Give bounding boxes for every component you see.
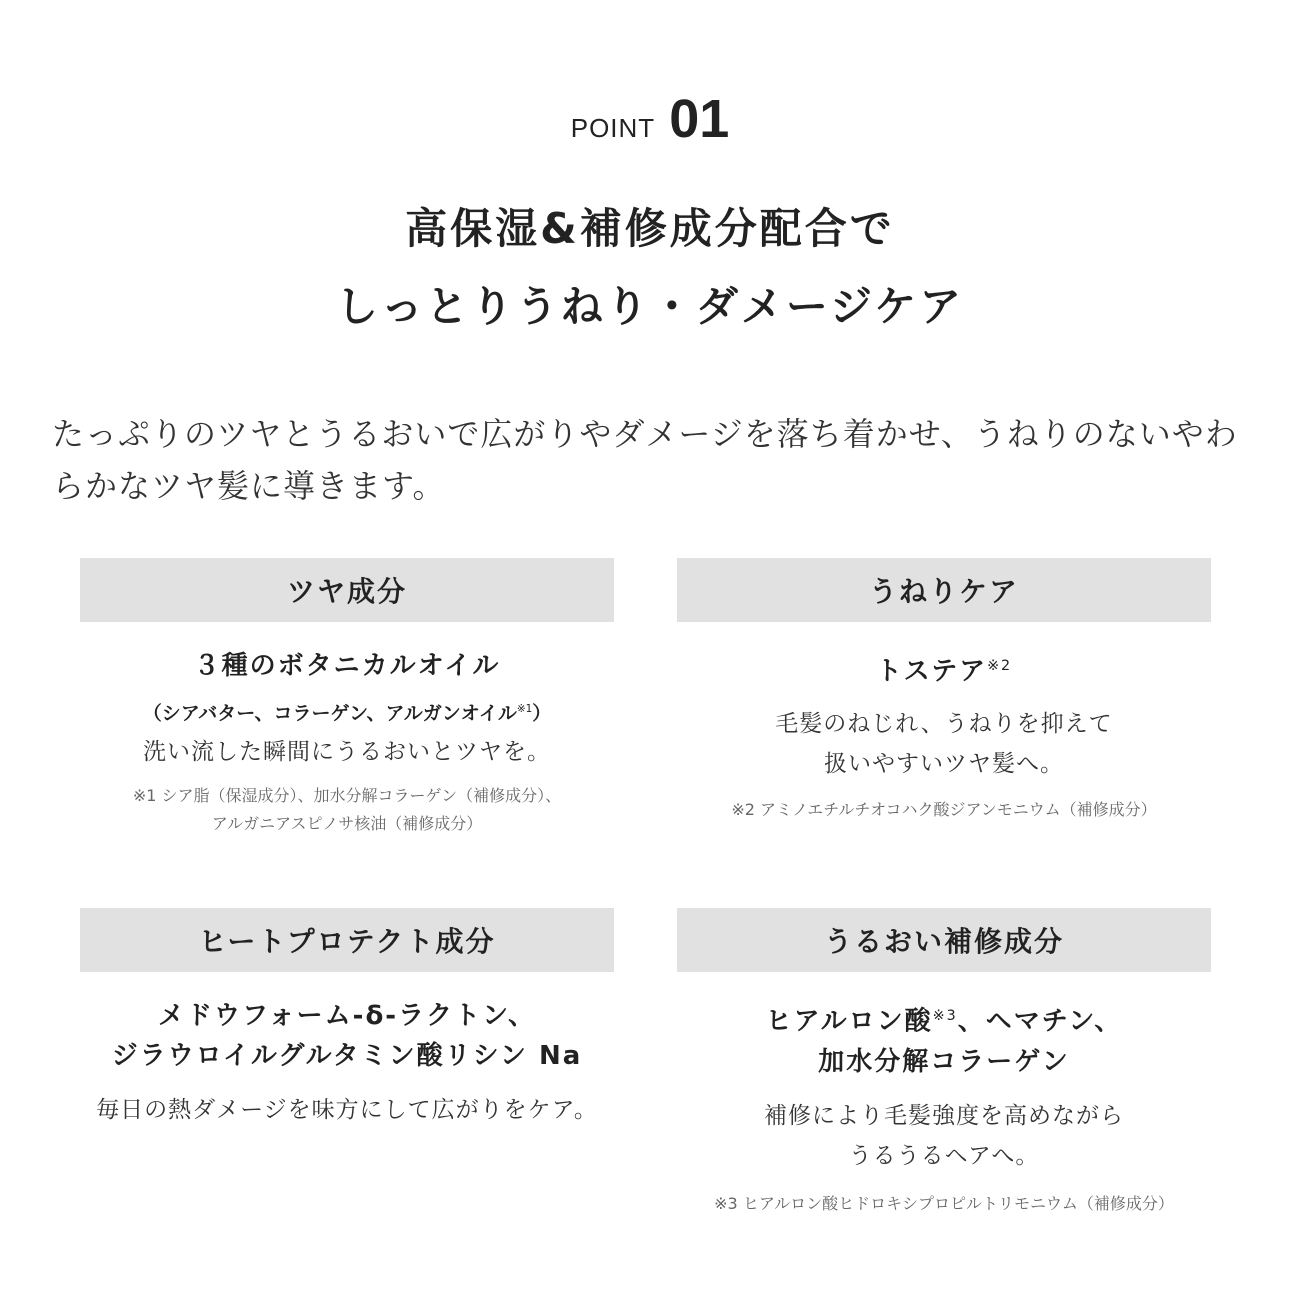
card-description-line1: 毛髪のねじれ、うねりを抑えて xyxy=(775,710,1113,737)
card-footnote-line1: ※1 シア脂（保湿成分）、加水分解コラーゲン（補修成分）、 xyxy=(132,786,562,806)
point-text: POINT xyxy=(570,113,656,143)
card-footnote: ※3 ヒアルロン酸ヒドロキシプロピルトリモニウム（補修成分） xyxy=(714,1193,1174,1213)
card-title-line1: メドウフォーム-δ-ラクトン、 xyxy=(157,1001,537,1031)
feature-card-moisture xyxy=(677,908,1211,1218)
card-heading: うるおい補修成分 xyxy=(677,908,1211,972)
footnote-mark: ※3 xyxy=(932,1008,958,1024)
feature-card-frizz xyxy=(677,558,1211,824)
headline xyxy=(0,190,1300,346)
footnote-mark: ※1 xyxy=(516,703,533,715)
headline-line2: しっとりうねり・ダメージケア xyxy=(335,282,965,331)
point-number: 01 xyxy=(669,89,730,149)
intro-text: たっぷりのツヤとうるおいで広がりやダメージを落ち着かせ、うねりのないやわらかなツヤ髪に導きます。 xyxy=(52,415,1238,505)
card-description-line2: うるうるヘアへ。 xyxy=(848,1142,1040,1169)
footnote-mark: ※2 xyxy=(987,658,1013,674)
card-heading: ヒートプロテクト成分 xyxy=(80,908,614,972)
feature-card-shine xyxy=(80,558,614,838)
card-description-line2: 扱いやすいツヤ髪へ。 xyxy=(824,750,1064,777)
card-description-line1: 補修により毛髪強度を高めながら xyxy=(764,1102,1124,1129)
feature-card-heat xyxy=(80,908,614,1130)
card-description: 毎日の熱ダメージを味方にして広がりをケア。 xyxy=(96,1097,598,1123)
card-subtitle: （シアバター、コラーゲン、アルガンオイル$^{※1}$） xyxy=(142,702,552,725)
headline-line1: 高保湿&補修成分配合で xyxy=(405,204,895,253)
point-label xyxy=(0,88,1300,148)
card-title-line2: 加水分解コラーゲン xyxy=(818,1046,1070,1077)
card-footnote-line2: アルガニアスピノサ核油（補修成分） xyxy=(211,814,483,834)
card-heading: ツヤ成分 xyxy=(80,558,614,622)
card-title: ３種のボタニカルオイル xyxy=(193,651,501,681)
card-title: トステア$^{※2}$ xyxy=(875,656,1013,687)
card-description: 洗い流した瞬間にうるおいとツヤを。 xyxy=(143,739,551,766)
card-footnote: ※2 アミノエチルチオコハク酸ジアンモニウム（補修成分） xyxy=(731,799,1157,819)
card-title-line2: ジラウロイルグルタミン酸リシン Na xyxy=(111,1041,583,1071)
card-heading: うねりケア xyxy=(677,558,1211,622)
card-title-line1: ヒアルロン酸$^{※3}$、ヘマチン、 xyxy=(765,1006,1123,1037)
